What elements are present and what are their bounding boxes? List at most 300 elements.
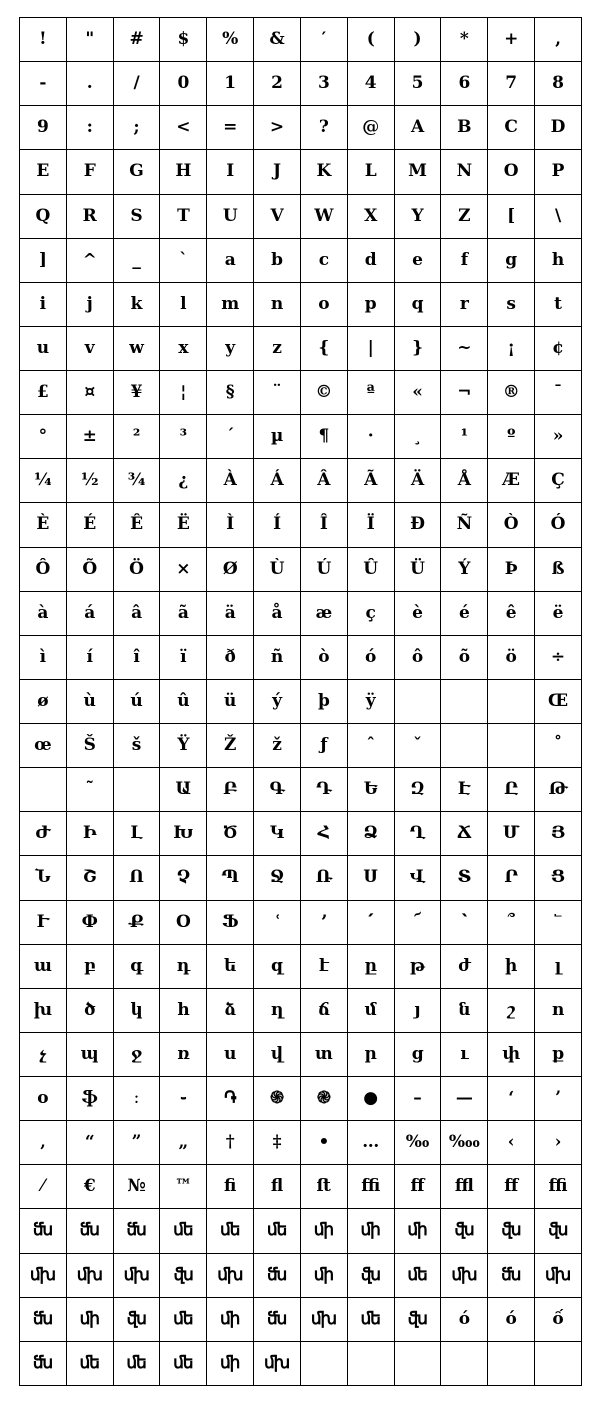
glyph-cell: Լ xyxy=(113,812,160,856)
glyph-cell: ՞ xyxy=(488,900,535,944)
glyph-cell: Շ xyxy=(66,856,113,900)
glyph-cell: ﬖ xyxy=(347,1253,394,1297)
glyph-cell: վ xyxy=(254,1032,301,1076)
glyph-cell: ﬔ xyxy=(254,1209,301,1253)
glyph-cell: › xyxy=(535,1121,582,1165)
glyph-cell: ք xyxy=(535,1032,582,1076)
glyph-cell: & xyxy=(254,18,301,62)
glyph-cell: ﬔ xyxy=(207,1209,254,1253)
glyph-cell: É xyxy=(66,503,113,547)
glyph-cell: ձ xyxy=(207,988,254,1032)
glyph-cell: 1 xyxy=(207,62,254,106)
glyph-cell: ¬ xyxy=(441,371,488,415)
glyph-row xyxy=(20,856,582,900)
glyph-cell: ﬗ xyxy=(207,1253,254,1297)
glyph-cell: M xyxy=(394,150,441,194)
glyph-cell: % xyxy=(207,18,254,62)
glyph-cell: ﬗ xyxy=(441,1253,488,1297)
glyph-cell xyxy=(347,1341,394,1385)
glyph-cell: Խ xyxy=(160,812,207,856)
glyph-cell: գ xyxy=(113,944,160,988)
glyph-cell: ü xyxy=(207,679,254,723)
glyph-cell: / xyxy=(113,62,160,106)
glyph-cell: Ï xyxy=(347,503,394,547)
glyph-cell: ¯ xyxy=(535,371,582,415)
glyph-row xyxy=(20,326,582,370)
glyph-table-body xyxy=(20,18,582,1386)
glyph-cell: ÿ xyxy=(347,679,394,723)
glyph-cell: L xyxy=(347,150,394,194)
glyph-cell: ï xyxy=(160,635,207,679)
glyph-cell: ò xyxy=(300,635,347,679)
glyph-cell: բ xyxy=(66,944,113,988)
glyph-cell: Ú xyxy=(300,547,347,591)
glyph-cell: þ xyxy=(300,679,347,723)
glyph-row xyxy=(20,635,582,679)
glyph-cell: * xyxy=(441,18,488,62)
glyph-row xyxy=(20,1165,582,1209)
glyph-cell: հ xyxy=(160,988,207,1032)
glyph-cell: c xyxy=(300,238,347,282)
glyph-cell: ó xyxy=(488,1297,535,1341)
glyph-cell: թ xyxy=(394,944,441,988)
glyph-cell: ª xyxy=(347,371,394,415)
glyph-cell: ¼ xyxy=(20,459,67,503)
glyph-cell: ‡ xyxy=(254,1121,301,1165)
glyph-cell xyxy=(20,768,67,812)
glyph-cell: ւ xyxy=(441,1032,488,1076)
glyph-cell: ա xyxy=(20,944,67,988)
glyph-cell: O xyxy=(488,150,535,194)
glyph-cell: — xyxy=(441,1077,488,1121)
glyph-cell: | xyxy=(347,326,394,370)
glyph-cell: } xyxy=(394,326,441,370)
glyph-cell: é xyxy=(441,591,488,635)
glyph-cell: â xyxy=(113,591,160,635)
glyph-cell: ß xyxy=(535,547,582,591)
glyph-cell: h xyxy=(535,238,582,282)
glyph-cell: ﬔ xyxy=(113,1341,160,1385)
glyph-cell: ( xyxy=(347,18,394,62)
glyph-cell: D xyxy=(535,106,582,150)
glyph-cell xyxy=(488,1341,535,1385)
glyph-row xyxy=(20,547,582,591)
glyph-cell: Ա xyxy=(160,768,207,812)
glyph-cell: ¡ xyxy=(488,326,535,370)
glyph-cell: ¥ xyxy=(113,371,160,415)
glyph-cell: U xyxy=(207,194,254,238)
glyph-cell: 0 xyxy=(160,62,207,106)
glyph-cell: ﬓ xyxy=(20,1209,67,1253)
glyph-cell: ս xyxy=(207,1032,254,1076)
glyph-cell: Ծ xyxy=(207,812,254,856)
glyph-cell: ֊ xyxy=(160,1077,207,1121)
glyph-cell: Y xyxy=(394,194,441,238)
glyph-cell: ՛ xyxy=(347,900,394,944)
glyph-cell: զ xyxy=(254,944,301,988)
glyph-cell: ﬀ xyxy=(394,1165,441,1209)
glyph-cell: Ը xyxy=(488,768,535,812)
glyph-cell: T xyxy=(160,194,207,238)
glyph-cell: Â xyxy=(300,459,347,503)
glyph-cell: Բ xyxy=(207,768,254,812)
glyph-cell: Ք xyxy=(113,900,160,944)
glyph-cell xyxy=(441,679,488,723)
glyph-cell: Ո xyxy=(113,856,160,900)
glyph-cell: Ê xyxy=(113,503,160,547)
glyph-cell: · xyxy=(347,415,394,459)
glyph-cell: ⁄ xyxy=(20,1165,67,1209)
glyph-cell: Յ xyxy=(535,812,582,856)
glyph-row xyxy=(20,812,582,856)
glyph-cell: í xyxy=(66,635,113,679)
glyph-cell: m xyxy=(207,282,254,326)
glyph-cell: ﬓ xyxy=(20,1297,67,1341)
glyph-cell: Հ xyxy=(300,812,347,856)
glyph-cell: á xyxy=(66,591,113,635)
glyph-cell: ﬅ xyxy=(300,1165,347,1209)
glyph-cell: ] xyxy=(20,238,67,282)
glyph-cell: Ւ xyxy=(20,900,67,944)
glyph-cell: . xyxy=(66,62,113,106)
glyph-cell: ծ xyxy=(66,988,113,1032)
glyph-cell: ﬗ xyxy=(66,1253,113,1297)
glyph-cell: s xyxy=(488,282,535,326)
glyph-cell: X xyxy=(347,194,394,238)
glyph-cell: A xyxy=(394,106,441,150)
glyph-cell: [ xyxy=(488,194,535,238)
glyph-cell: ջ xyxy=(113,1032,160,1076)
glyph-cell: ^ xyxy=(66,238,113,282)
glyph-row xyxy=(20,768,582,812)
glyph-cell: ì xyxy=(20,635,67,679)
glyph-cell: ց xyxy=(394,1032,441,1076)
glyph-cell: ՟ xyxy=(535,900,582,944)
glyph-cell: x xyxy=(160,326,207,370)
glyph-cell: Ü xyxy=(394,547,441,591)
glyph-cell: È xyxy=(20,503,67,547)
glyph-cell: Ž xyxy=(207,724,254,768)
glyph-row xyxy=(20,459,582,503)
glyph-cell: ˇ xyxy=(394,724,441,768)
glyph-cell: Ð xyxy=(394,503,441,547)
glyph-cell: ž xyxy=(254,724,301,768)
glyph-cell: ﬓ xyxy=(113,1209,160,1253)
glyph-cell: ը xyxy=(347,944,394,988)
glyph-cell: À xyxy=(207,459,254,503)
glyph-cell: ˆ xyxy=(347,724,394,768)
glyph-cell: ó xyxy=(347,635,394,679)
glyph-cell: g xyxy=(488,238,535,282)
glyph-row xyxy=(20,1297,582,1341)
glyph-cell: † xyxy=(207,1121,254,1165)
glyph-cell: ¨ xyxy=(254,371,301,415)
glyph-row xyxy=(20,900,582,944)
glyph-cell: ﬖ xyxy=(441,1209,488,1253)
glyph-cell: Q xyxy=(20,194,67,238)
glyph-cell: Ç xyxy=(535,459,582,503)
glyph-cell: ó xyxy=(441,1297,488,1341)
glyph-cell: ﬓ xyxy=(254,1297,301,1341)
glyph-row xyxy=(20,18,582,62)
glyph-cell: p xyxy=(347,282,394,326)
glyph-cell: ՝ xyxy=(441,900,488,944)
glyph-cell: R xyxy=(66,194,113,238)
glyph-cell: Է xyxy=(441,768,488,812)
glyph-cell: Ô xyxy=(20,547,67,591)
glyph-cell: E xyxy=(20,150,67,194)
glyph-cell: W xyxy=(300,194,347,238)
glyph-cell: ﬓ xyxy=(488,1253,535,1297)
glyph-cell: ¿ xyxy=(160,459,207,503)
glyph-cell: õ xyxy=(441,635,488,679)
glyph-cell: ի xyxy=(488,944,535,988)
glyph-row xyxy=(20,724,582,768)
glyph-cell: ﬖ xyxy=(535,1209,582,1253)
glyph-cell: “ xyxy=(66,1121,113,1165)
glyph-cell: ժ xyxy=(441,944,488,988)
glyph-cell: ˜ xyxy=(66,768,113,812)
glyph-cell: Ղ xyxy=(394,812,441,856)
glyph-cell: l xyxy=(160,282,207,326)
glyph-table-container xyxy=(19,17,582,1386)
glyph-cell: š xyxy=(113,724,160,768)
glyph-cell: k xyxy=(113,282,160,326)
glyph-cell: ‱ xyxy=(441,1121,488,1165)
glyph-cell: 4 xyxy=(347,62,394,106)
glyph-cell: û xyxy=(160,679,207,723)
glyph-cell: ﬃ xyxy=(347,1165,394,1209)
glyph-row xyxy=(20,238,582,282)
glyph-cell xyxy=(488,679,535,723)
glyph-cell xyxy=(300,1341,347,1385)
glyph-cell: Ý xyxy=(441,547,488,591)
glyph-cell: ե xyxy=(207,944,254,988)
glyph-cell: ™ xyxy=(160,1165,207,1209)
glyph-cell: մ xyxy=(347,988,394,1032)
glyph-cell: Ä xyxy=(394,459,441,503)
glyph-cell: V xyxy=(254,194,301,238)
glyph-cell: ¤ xyxy=(66,371,113,415)
glyph-cell: { xyxy=(300,326,347,370)
glyph-row xyxy=(20,591,582,635)
glyph-cell: u xyxy=(20,326,67,370)
glyph-cell: ։ xyxy=(113,1077,160,1121)
glyph-cell: ո xyxy=(535,988,582,1032)
glyph-cell: Æ xyxy=(488,459,535,503)
glyph-cell: ¦ xyxy=(160,371,207,415)
glyph-cell: e xyxy=(394,238,441,282)
glyph-cell: Վ xyxy=(394,856,441,900)
glyph-cell xyxy=(488,724,535,768)
glyph-cell: ﬗ xyxy=(113,1253,160,1297)
glyph-cell: Ë xyxy=(160,503,207,547)
glyph-cell: ˚ xyxy=(535,724,582,768)
glyph-cell: Թ xyxy=(535,768,582,812)
glyph-cell: Ã xyxy=(347,459,394,503)
glyph-cell: ¸ xyxy=(394,415,441,459)
glyph-cell: ռ xyxy=(160,1032,207,1076)
glyph-cell: Ֆ xyxy=(207,900,254,944)
glyph-row xyxy=(20,503,582,547)
glyph-cell: t xyxy=(535,282,582,326)
glyph-cell: ‘ xyxy=(488,1077,535,1121)
glyph-cell xyxy=(113,768,160,812)
glyph-cell: չ xyxy=(20,1032,67,1076)
glyph-cell: ն xyxy=(441,988,488,1032)
glyph-cell: $ xyxy=(160,18,207,62)
glyph-cell: P xyxy=(535,150,582,194)
glyph-cell: • xyxy=(300,1121,347,1165)
glyph-cell: ﬔ xyxy=(160,1341,207,1385)
glyph-cell: Տ xyxy=(441,856,488,900)
glyph-cell: ﬖ xyxy=(113,1297,160,1341)
glyph-row xyxy=(20,1253,582,1297)
glyph-cell: ¾ xyxy=(113,459,160,503)
glyph-row xyxy=(20,194,582,238)
glyph-cell: ﬖ xyxy=(160,1253,207,1297)
glyph-cell: Õ xyxy=(66,547,113,591)
glyph-cell: Û xyxy=(347,547,394,591)
glyph-cell: ° xyxy=(20,415,67,459)
glyph-cell: ô xyxy=(394,635,441,679)
glyph-cell: Ò xyxy=(488,503,535,547)
glyph-cell: \ xyxy=(535,194,582,238)
glyph-cell: @ xyxy=(347,106,394,150)
glyph-cell: ¹ xyxy=(441,415,488,459)
glyph-cell: € xyxy=(66,1165,113,1209)
glyph-cell: փ xyxy=(488,1032,535,1076)
glyph-cell: ” xyxy=(113,1121,160,1165)
glyph-cell: ՜ xyxy=(394,900,441,944)
glyph-cell: I xyxy=(207,150,254,194)
glyph-cell: ÷ xyxy=(535,635,582,679)
glyph-cell: № xyxy=(113,1165,160,1209)
glyph-cell: ã xyxy=(160,591,207,635)
glyph-cell: ﬗ xyxy=(254,1341,301,1385)
glyph-cell: ð xyxy=(207,635,254,679)
glyph-row xyxy=(20,1077,582,1121)
glyph-table xyxy=(19,17,582,1386)
glyph-cell: ý xyxy=(254,679,301,723)
glyph-cell xyxy=(535,1341,582,1385)
glyph-cell: ﬄ xyxy=(441,1165,488,1209)
glyph-cell: > xyxy=(254,106,301,150)
glyph-cell: ﬓ xyxy=(66,1209,113,1253)
glyph-cell: J xyxy=(254,150,301,194)
glyph-cell: Ժ xyxy=(20,812,67,856)
glyph-cell: ö xyxy=(488,635,535,679)
glyph-cell: Þ xyxy=(488,547,535,591)
glyph-cell: Ջ xyxy=(254,856,301,900)
glyph-cell: ﬗ xyxy=(300,1297,347,1341)
glyph-row xyxy=(20,988,582,1032)
glyph-cell: ﬂ xyxy=(254,1165,301,1209)
glyph-cell: Š xyxy=(66,724,113,768)
glyph-cell: ½ xyxy=(66,459,113,503)
glyph-cell: յ xyxy=(394,988,441,1032)
glyph-cell xyxy=(441,1341,488,1385)
glyph-cell: ; xyxy=(113,106,160,150)
glyph-cell: ﬔ xyxy=(347,1297,394,1341)
glyph-cell: պ xyxy=(66,1032,113,1076)
glyph-cell: ñ xyxy=(254,635,301,679)
glyph-cell: £ xyxy=(20,371,67,415)
glyph-cell: Í xyxy=(254,503,301,547)
glyph-cell: ճ xyxy=(300,988,347,1032)
glyph-cell: à xyxy=(20,591,67,635)
glyph-cell: Մ xyxy=(488,812,535,856)
glyph-cell: Օ xyxy=(160,900,207,944)
glyph-cell: 5 xyxy=(394,62,441,106)
glyph-cell: z xyxy=(254,326,301,370)
glyph-cell: ղ xyxy=(254,988,301,1032)
glyph-cell: ﬗ xyxy=(535,1253,582,1297)
glyph-cell: ố xyxy=(535,1297,582,1341)
glyph-cell: + xyxy=(488,18,535,62)
glyph-cell: © xyxy=(300,371,347,415)
glyph-cell: ³ xyxy=(160,415,207,459)
glyph-cell: ë xyxy=(535,591,582,635)
glyph-cell: ‹ xyxy=(488,1121,535,1165)
glyph-cell: Î xyxy=(300,503,347,547)
glyph-cell: q xyxy=(394,282,441,326)
glyph-cell: ﬔ xyxy=(66,1341,113,1385)
glyph-cell: w xyxy=(113,326,160,370)
glyph-cell: ﬕ xyxy=(207,1297,254,1341)
glyph-cell: Ռ xyxy=(300,856,347,900)
glyph-cell: Ó xyxy=(535,503,582,547)
glyph-row xyxy=(20,282,582,326)
glyph-cell: ﬕ xyxy=(207,1341,254,1385)
glyph-cell: տ xyxy=(300,1032,347,1076)
glyph-cell: 6 xyxy=(441,62,488,106)
glyph-cell: ֆ xyxy=(66,1077,113,1121)
glyph-cell: × xyxy=(160,547,207,591)
glyph-cell: ր xyxy=(347,1032,394,1076)
glyph-cell: Ø xyxy=(207,547,254,591)
glyph-cell: G xyxy=(113,150,160,194)
glyph-cell: ﬀ xyxy=(488,1165,535,1209)
glyph-cell: Z xyxy=(441,194,488,238)
glyph-cell: ﬕ xyxy=(347,1209,394,1253)
glyph-cell: ﬕ xyxy=(300,1253,347,1297)
glyph-cell: - xyxy=(20,62,67,106)
glyph-row xyxy=(20,415,582,459)
glyph-cell: Ե xyxy=(347,768,394,812)
glyph-cell: ● xyxy=(347,1077,394,1121)
glyph-cell: Ճ xyxy=(441,812,488,856)
glyph-cell: Զ xyxy=(394,768,441,812)
glyph-row xyxy=(20,1032,582,1076)
glyph-cell: խ xyxy=(20,988,67,1032)
glyph-cell: 8 xyxy=(535,62,582,106)
glyph-cell: µ xyxy=(254,415,301,459)
glyph-cell: y xyxy=(207,326,254,370)
glyph-cell: Å xyxy=(441,459,488,503)
glyph-cell: Փ xyxy=(66,900,113,944)
glyph-cell: Դ xyxy=(300,768,347,812)
glyph-cell: ﬔ xyxy=(160,1297,207,1341)
glyph-cell: f xyxy=(441,238,488,282)
glyph-cell: Ù xyxy=(254,547,301,591)
glyph-cell: ՚ xyxy=(300,900,347,944)
glyph-cell: B xyxy=(441,106,488,150)
glyph-cell: Ձ xyxy=(347,812,394,856)
glyph-cell: 3 xyxy=(300,62,347,106)
glyph-cell: ƒ xyxy=(300,724,347,768)
glyph-cell: … xyxy=(347,1121,394,1165)
